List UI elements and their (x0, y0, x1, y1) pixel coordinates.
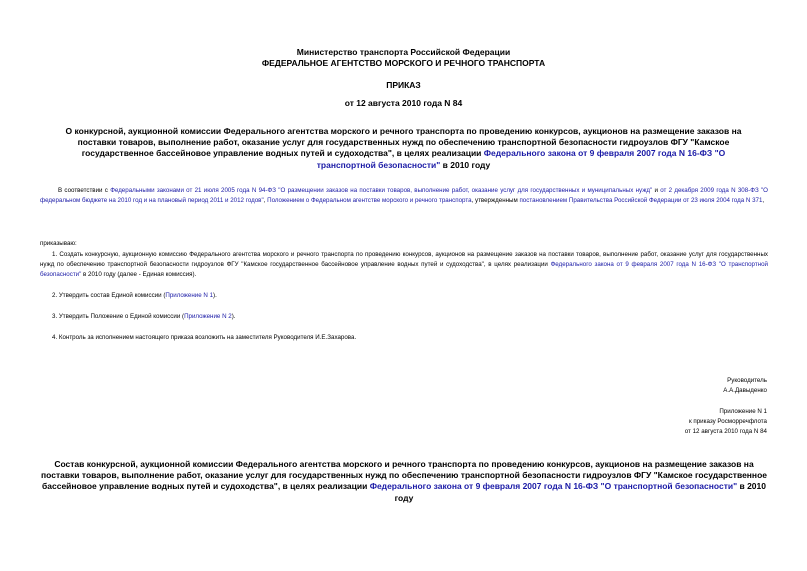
item1-tail: в 2010 году (далее - Единая комиссия). (81, 271, 197, 278)
intro-paragraph (40, 186, 768, 206)
subject-tail: в 2010 году (440, 159, 491, 170)
signer-name: А.А.Давыденко (723, 387, 767, 394)
appendix-title: Приложение N 1 (719, 408, 767, 415)
intro-text-1: В соответствии с (58, 187, 111, 194)
law-308fz-link[interactable]: от 2 декабря 2009 года N 308-ФЗ "О федеральном бюджете на 2010 год и на плановый период 2011 и 2012 годов" (40, 187, 768, 204)
item2-tail: ). (213, 292, 217, 299)
appendix-2-link[interactable]: Приложение N 2 (184, 313, 232, 320)
law-94fz-link[interactable]: Федеральными законами от 21 июля 2005 года N 94-ФЗ "О размещении заказов на поставки товаров, выполнение работ, оказание услуг для государственных и муниципальных нужд" (110, 187, 653, 194)
appendix-header (685, 407, 767, 437)
intro-text-4: , утвержденным (471, 197, 520, 204)
government-decree-link[interactable]: постановлением Правительства Российской Федерации от 23 июля 2004 года N 371 (519, 197, 763, 204)
item1-law-link[interactable]: Федерального закона от 9 февраля 2007 года N 16-ФЗ "О транспортной безопасности" (40, 261, 769, 278)
item1-text: 1. Создать конкурсную, аукционную комиссию Федерального агентства морского и речного транспорта по проведению конкурсов, аукционов на размещение заказов на поставки товаров, выполнение работ, оказание услуг для государственных нужд по обеспечению транспортной безопасности гидроузлов ФГУ "Камское государственное бассейновое управление водных путей и судоходства", в целях реализации (40, 251, 768, 268)
order-item-4: 4. Контроль за исполнением настоящего приказа возложить на заместителя Руководителя И.Е.Захарова. (52, 334, 357, 341)
intro-text-5: , (762, 197, 765, 204)
document-type: ПРИКАЗ (386, 80, 421, 90)
subject-law-link[interactable]: Федерального закона от 9 февраля 2007 года N 16-ФЗ "О транспортной безопасности" (316, 148, 726, 170)
item3-text: 3. Утвердить Положение о Единой комиссии ( (52, 313, 185, 320)
order-item-1 (40, 250, 768, 280)
ministry-name: Министерство транспорта Российской Федерации (296, 47, 511, 57)
intro-text-2: и (652, 187, 661, 194)
composition-text: Состав конкурсной, аукционной комиссии Федерального агентства морского и речного транспорта по проведению конкурсов, аукционов на размещение заказов на поставки товаров, выполнение работ, оказание услуг для государственных нужд по обеспечению транспортной безопасности гидроузлов ФГУ "Камское государственное бассейновое управление водных путей и судоходства", в целях реализации (41, 459, 767, 492)
composition-title (40, 459, 768, 504)
signer-position: Руководитель (727, 377, 767, 384)
agency-regulation-link[interactable]: Положением о Федеральном агентстве морского и речного транспорта (267, 197, 472, 204)
appendix-order-ref: к приказу Росморречфлота (688, 418, 767, 425)
signature-block (723, 376, 767, 396)
order-item-2 (52, 291, 752, 301)
agency-name: ФЕДЕРАЛЬНОЕ АГЕНТСТВО МОРСКОГО И РЕЧНОГО ТРАНСПОРТА (261, 57, 546, 68)
item3-tail: ). (231, 313, 236, 320)
order-item-3 (52, 312, 752, 322)
item2-text: 2. Утвердить состав Единой комиссии ( (52, 292, 166, 299)
document-header (0, 47, 807, 68)
document-date-number: от 12 августа 2010 года N 84 (344, 98, 463, 108)
document-subject (52, 126, 755, 171)
intro-text-3: , (263, 197, 268, 204)
subject-text: О конкурсной, аукционной комиссии Федерального агентства морского и речного транспорта по проведению конкурсов, аукционов на размещение заказов на поставки товаров, выполнение работ, оказание услуг для государственных нужд по обеспечению транспортной безопасности гидроузлов ФГУ "Камское государственное бассейновое управление водных путей и судоходства", в целях реализации (65, 126, 742, 159)
appendix-order-date: от 12 августа 2010 года N 84 (684, 428, 767, 435)
composition-law-link[interactable]: Федерального закона от 9 февраля 2007 года N 16-ФЗ "О транспортной безопасности" (369, 481, 738, 492)
order-word: приказываю: (40, 240, 77, 247)
appendix-1-link[interactable]: Приложение N 1 (165, 292, 214, 299)
composition-tail: в 2010 году (394, 481, 766, 503)
